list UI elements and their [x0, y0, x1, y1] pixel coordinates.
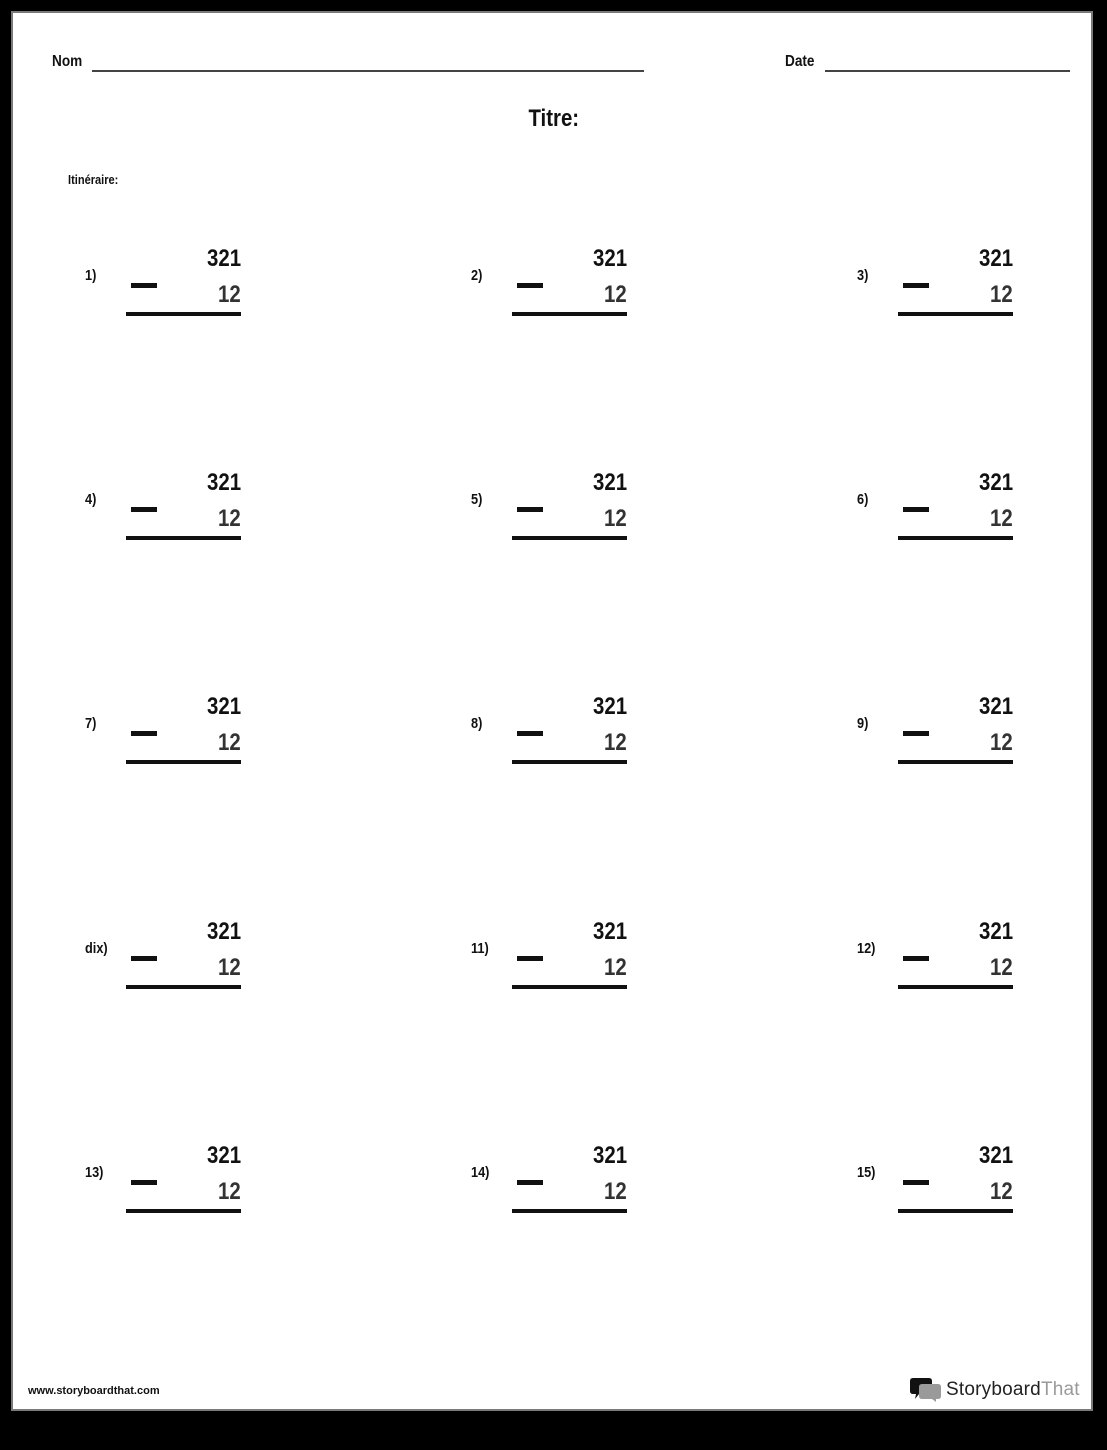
- answer-line[interactable]: [898, 760, 1013, 764]
- minuend: 321: [978, 469, 1013, 496]
- minus-icon: [131, 956, 157, 961]
- subtrahend: 12: [604, 954, 627, 981]
- subtrahend: 12: [218, 729, 241, 756]
- page-title: Titre:: [528, 105, 580, 132]
- answer-line[interactable]: [126, 1209, 241, 1213]
- minus-icon: [131, 507, 157, 512]
- answer-line[interactable]: [126, 760, 241, 764]
- problem-number: 2): [471, 267, 483, 284]
- subtrahend: 12: [604, 1178, 627, 1205]
- subtrahend: 12: [218, 1178, 241, 1205]
- minus-icon: [131, 731, 157, 736]
- problem-number: dix): [85, 940, 108, 957]
- minuend: 321: [206, 469, 241, 496]
- minuend: 321: [592, 469, 627, 496]
- date-label: Date: [785, 53, 815, 70]
- minuend: 321: [206, 693, 241, 720]
- problem-13: [85, 1142, 285, 1264]
- subtrahend: 12: [990, 729, 1013, 756]
- problem-number: 5): [471, 491, 483, 508]
- date-field-line[interactable]: [825, 70, 1070, 72]
- minus-icon: [517, 507, 543, 512]
- answer-line[interactable]: [898, 312, 1013, 316]
- problem-number: 4): [85, 491, 97, 508]
- answer-line[interactable]: [126, 536, 241, 540]
- problem-8: [471, 693, 671, 815]
- minus-icon: [131, 1180, 157, 1185]
- problem-1: [85, 245, 285, 367]
- subtrahend: 12: [604, 729, 627, 756]
- problem-15: [857, 1142, 1057, 1264]
- problem-number: 7): [85, 715, 97, 732]
- subtrahend: 12: [990, 281, 1013, 308]
- minuend: 321: [978, 1142, 1013, 1169]
- answer-line[interactable]: [512, 1209, 627, 1213]
- answer-line[interactable]: [126, 985, 241, 989]
- minuend: 321: [978, 918, 1013, 945]
- minuend: 321: [592, 693, 627, 720]
- problem-number: 12): [857, 940, 876, 957]
- answer-line[interactable]: [898, 985, 1013, 989]
- problem-11: [471, 918, 671, 1040]
- name-field-line[interactable]: [92, 70, 644, 72]
- problem-number: 14): [471, 1164, 490, 1181]
- subtrahend: 12: [990, 954, 1013, 981]
- answer-line[interactable]: [512, 985, 627, 989]
- problem-number: 8): [471, 715, 483, 732]
- problem-number: 1): [85, 267, 97, 284]
- minus-icon: [517, 283, 543, 288]
- problem-9: [857, 693, 1057, 815]
- problem-number: 15): [857, 1164, 876, 1181]
- subtrahend: 12: [604, 281, 627, 308]
- minuend: 321: [978, 245, 1013, 272]
- subtrahend: 12: [990, 505, 1013, 532]
- storyboardthat-logo[interactable]: [910, 1375, 1080, 1405]
- minuend: 321: [592, 918, 627, 945]
- problem-number: 13): [85, 1164, 104, 1181]
- minus-icon: [131, 283, 157, 288]
- answer-line[interactable]: [512, 760, 627, 764]
- problem-number: 3): [857, 267, 869, 284]
- answer-line[interactable]: [126, 312, 241, 316]
- minuend: 321: [206, 1142, 241, 1169]
- minuend: 321: [592, 1142, 627, 1169]
- footer-url[interactable]: www.storyboardthat.com: [28, 1385, 160, 1397]
- answer-line[interactable]: [512, 536, 627, 540]
- subtrahend: 12: [218, 954, 241, 981]
- problem-2: [471, 245, 671, 367]
- minus-icon: [517, 731, 543, 736]
- answer-line[interactable]: [898, 1209, 1013, 1213]
- minuend: 321: [592, 245, 627, 272]
- minus-icon: [903, 731, 929, 736]
- minuend: 321: [206, 245, 241, 272]
- problem-7: [85, 693, 285, 815]
- problem-5: [471, 469, 671, 591]
- minus-icon: [903, 956, 929, 961]
- minuend: 321: [978, 693, 1013, 720]
- problem-number: 11): [471, 940, 489, 957]
- minuend: 321: [206, 918, 241, 945]
- problem-6: [857, 469, 1057, 591]
- problem-14: [471, 1142, 671, 1264]
- problem-10: [85, 918, 285, 1040]
- subtrahend: 12: [218, 281, 241, 308]
- problem-3: [857, 245, 1057, 367]
- minus-icon: [903, 283, 929, 288]
- minus-icon: [517, 956, 543, 961]
- problem-4: [85, 469, 285, 591]
- worksheet-page: [11, 11, 1093, 1411]
- problem-12: [857, 918, 1057, 1040]
- answer-line[interactable]: [512, 312, 627, 316]
- instructions-label: Itinéraire:: [68, 172, 119, 187]
- answer-line[interactable]: [898, 536, 1013, 540]
- logo-text: StoryboardThat: [946, 1379, 1080, 1400]
- name-label: Nom: [52, 53, 83, 70]
- minus-icon: [903, 507, 929, 512]
- problem-number: 6): [857, 491, 869, 508]
- speech-bubbles-icon: [910, 1377, 942, 1403]
- subtrahend: 12: [218, 505, 241, 532]
- minus-icon: [517, 1180, 543, 1185]
- problem-number: 9): [857, 715, 869, 732]
- subtrahend: 12: [990, 1178, 1013, 1205]
- minus-icon: [903, 1180, 929, 1185]
- subtrahend: 12: [604, 505, 627, 532]
